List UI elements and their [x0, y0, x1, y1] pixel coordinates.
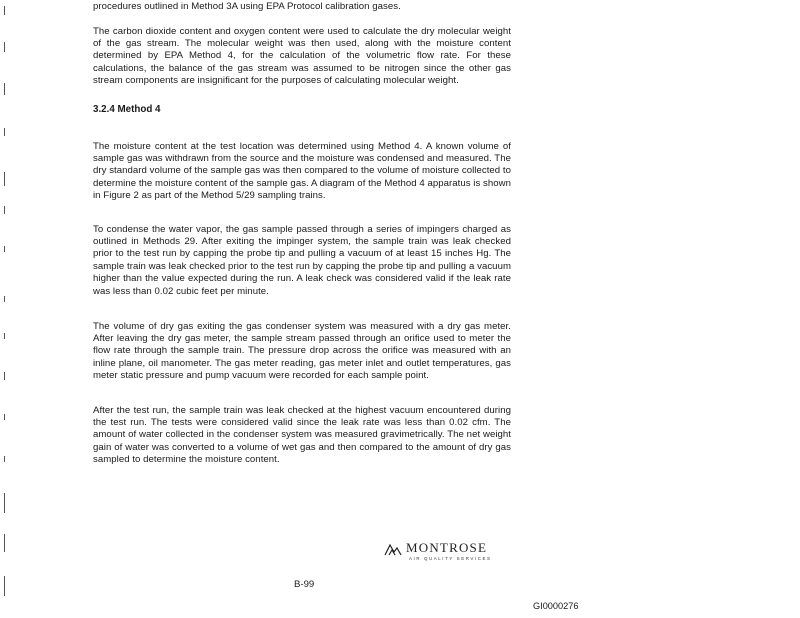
montrose-logo [383, 537, 511, 563]
scan-mark [4, 576, 5, 596]
document-id: GI0000276 [533, 601, 579, 611]
scan-mark [4, 206, 5, 214]
paragraph-impingers: To condense the water vapor, the gas sample passed through a series of impingers charged as outlined in Methods 29. After exiting the impinger system, the sample train was leak checked prior to the test run by capping the probe tip and pulling a vacuum of at least 15 inches Hg. The sample train was leak checked prior to the test run by capping the probe tip and pulling a vacuum higher than the value expected during the run. A leak check was considered valid if the leak rate was less than 0.02 cubic feet per minute. [93, 223, 511, 297]
scan-mark [4, 246, 5, 252]
scan-mark [4, 172, 5, 186]
logo-text: MONTROSE [406, 540, 488, 555]
partial-top-line: procedures outlined in Method 3A using EPA Protocol calibration gases. [93, 0, 401, 12]
scan-mark [4, 534, 5, 552]
mountain-icon [385, 545, 401, 555]
scan-mark [4, 414, 5, 420]
scan-mark [4, 372, 5, 380]
scan-mark [4, 128, 5, 136]
margin-scan-marks [4, 0, 16, 618]
paragraph-molecular-weight: The carbon dioxide content and oxygen content were used to calculate the dry molecular weight of the gas stream. The molecular weight was then used, along with the moisture content determined by EPA Method 4, for the calculation of the volumetric flow rate. For these calculations, the balance of the gas stream was assumed to be nitrogen since the other gas stream components are insignificant for the purposes of calculating molecular weight. [93, 25, 511, 87]
scan-mark [4, 456, 5, 462]
scan-mark [4, 42, 5, 52]
section-heading: 3.2.4 Method 4 [93, 104, 161, 115]
logo-subtext: AIR QUALITY SERVICES [409, 556, 492, 561]
paragraph-leak-check: After the test run, the sample train was leak checked at the highest vacuum encountered during the test run. The tests were considered valid since the leak rate was less than 0.02 cfm. The amount of water collected in the condenser system was measured gravimetrically. The net weight gain of water was converted to a volume of wet gas and then compared to the amount of dry gas sampled to determine the moisture content. [93, 404, 511, 466]
paragraph-moisture-content: The moisture content at the test location was determined using Method 4. A known volume of sample gas was withdrawn from the source and the moisture was condensed and measured. The dry standard volume of the sample gas was then compared to the volume of moisture collected to determine the moisture content of the sample gas. A diagram of the Method 4 apparatus is shown in Figure 2 as part of the Method 5/29 sampling trains. [93, 140, 512, 202]
scan-mark [4, 296, 5, 302]
scan-mark [4, 333, 5, 339]
page-number: B-99 [294, 579, 315, 590]
scan-mark [4, 493, 5, 513]
paragraph-dry-gas-meter: The volume of dry gas exiting the gas condenser system was measured with a dry gas meter. After leaving the dry gas meter, the sample stream passed through an orifice used to meter the flow rate through the sample train. The pressure drop across the orifice was measured with an inline plane, oil manometer. The gas meter reading, gas meter inlet and outlet temperatures, gas meter static pressure and pump vacuum were recorded for each sample point. [93, 320, 511, 382]
scan-mark [4, 6, 5, 15]
scan-mark [4, 83, 5, 95]
